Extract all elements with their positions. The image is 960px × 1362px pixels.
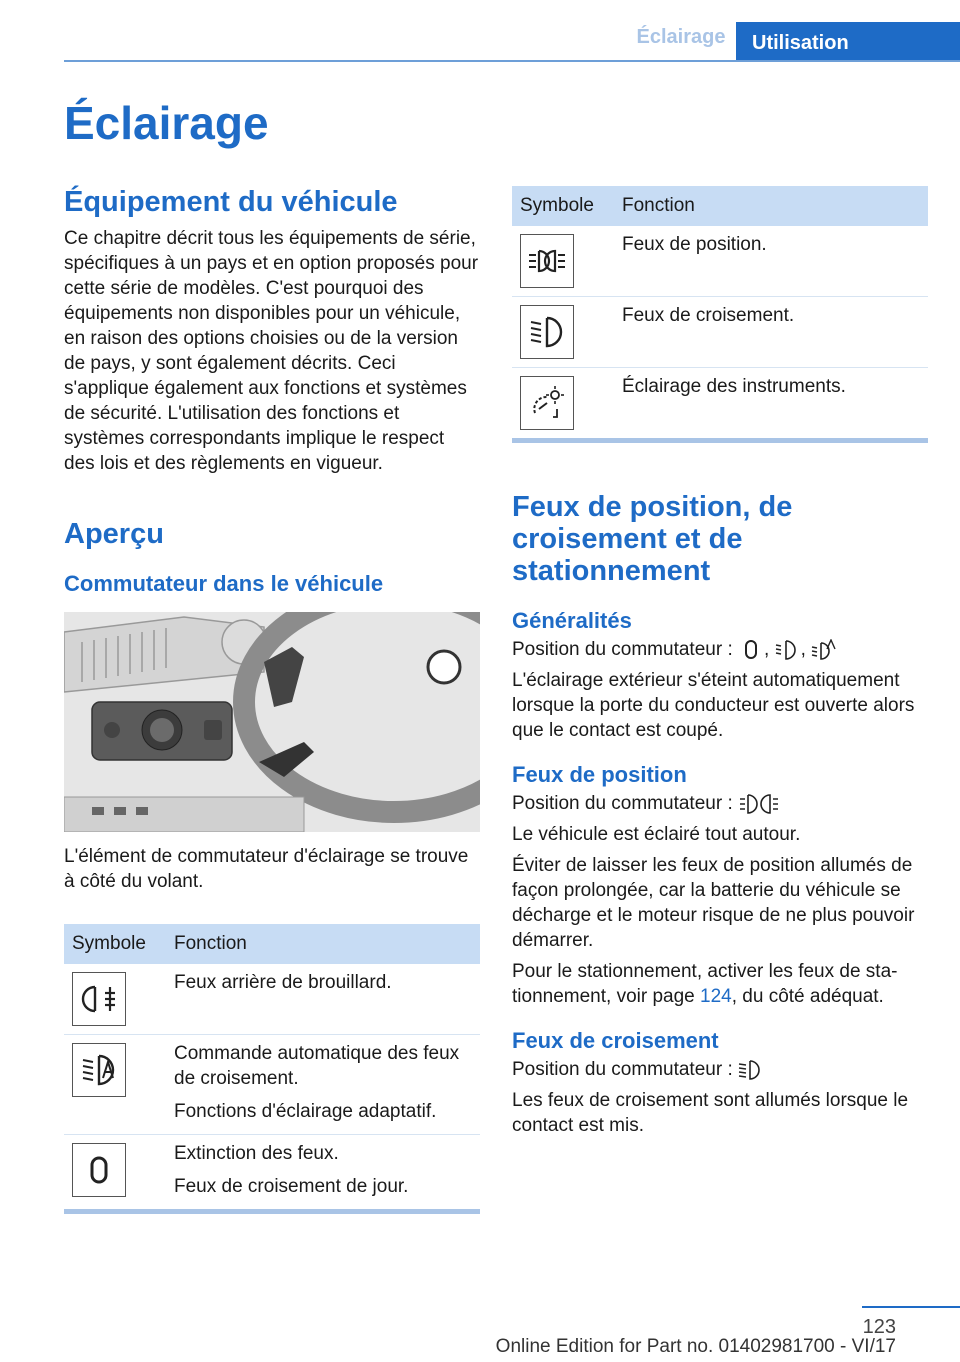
col-header-symbol: Symbole: [64, 924, 166, 964]
header-section-tab[interactable]: Éclairage: [636, 26, 726, 48]
table-header-row: [64, 924, 480, 964]
heading-apercu: Aperçu: [64, 518, 164, 550]
position-paragraph-3-text: Pour le stationnement, activer les feux de stationnement, voir page: [512, 961, 898, 1007]
table-row: [64, 964, 480, 1035]
switch-position-label: Position du commutateur :: [512, 639, 733, 660]
function-text: Commande automatique des feux de croisement.: [174, 1043, 460, 1089]
symbol-table-right: [512, 186, 928, 443]
symbol-table-left: [64, 924, 480, 1214]
page-link-124[interactable]: 124: [700, 986, 732, 1007]
edition-note: Online Edition for Part no. 01402981700 - VI/17: [495, 1336, 896, 1357]
footer-rule: [862, 1306, 960, 1308]
function-text: Feux de croisement de jour.: [174, 1176, 409, 1197]
auto-headlight-icon: [72, 1043, 126, 1097]
switch-position-label: Position du commutateur :: [512, 793, 733, 814]
col-header-function: Fonction: [166, 924, 480, 964]
parking-lights-icon: [775, 639, 801, 661]
rear-fog-icon: [72, 972, 126, 1026]
page-number: 123: [862, 1316, 896, 1338]
function-text: Feux de position.: [622, 234, 767, 255]
position-paragraph-1: Le véhicule est éclairé tout autour.: [512, 824, 801, 845]
col-header-symbol: Symbole: [512, 186, 614, 226]
dashboard-drawing: [64, 612, 480, 832]
switch-position-label: Position du commutateur :: [512, 1059, 733, 1080]
croisement-paragraph: Les feux de croisement sont allumés lorsque le contact est mis.: [512, 1090, 909, 1136]
right-column: [512, 186, 928, 1138]
table-row: [512, 297, 928, 368]
chapter-title: Éclairage: [64, 97, 269, 149]
col-header-function: Fonction: [614, 186, 928, 226]
parking-lights-icon: [520, 234, 574, 288]
position-paragraph-3: [512, 959, 928, 1009]
position-paragraph-3-tail: , du côté adéquat.: [731, 986, 884, 1007]
switch-position-line: [512, 1057, 928, 1082]
function-text: Éclairage des instruments.: [622, 376, 846, 397]
comma-separator: ,: [764, 639, 770, 660]
switch-illustration: [64, 612, 480, 832]
auto-headlight-icon: [811, 639, 837, 661]
heading-feux: Feux de position, de croisement et de stationnement: [512, 491, 793, 587]
header-chapter-tab[interactable]: Utilisation: [736, 22, 960, 62]
switch-position-line: [512, 637, 928, 662]
table-end-rule: [64, 1209, 480, 1214]
function-text: Feux de croisement.: [622, 305, 795, 326]
heading-generalites: Généralités: [512, 608, 632, 633]
comma-separator: ,: [800, 639, 806, 660]
low-beam-icon: [520, 305, 574, 359]
switch-position-line: [512, 791, 928, 816]
generalites-paragraph: L'éclairage extérieur s'éteint automatiquement lorsque la porte du conducteur est ouverte alors que le contact est coupé.: [512, 670, 915, 741]
table-end-rule: [512, 438, 928, 443]
parking-lights-icon: [738, 793, 780, 815]
lights-off-icon: [72, 1143, 126, 1197]
table-row: [64, 1035, 480, 1135]
heading-commutateur: Commutateur dans le véhicule: [64, 571, 384, 596]
instrument-lighting-icon: [520, 376, 574, 430]
table-row: [512, 226, 928, 297]
function-text: Fonctions d'éclairage adaptatif.: [174, 1101, 437, 1122]
table-row: [512, 368, 928, 439]
low-beam-icon: [738, 1059, 764, 1081]
switch-caption: L'élément de commutateur d'éclairage se trouve à côté du volant.: [64, 846, 469, 892]
position-paragraph-2: Éviter de laisser les feux de position allumés de façon prolongée, car la batterie du véhicule se décharge et le moteur risque de ne plus pouvoir démarrer.: [512, 855, 915, 951]
table-row: [64, 1135, 480, 1210]
function-text: Feux arrière de brouillard.: [174, 972, 392, 993]
lights-off-icon: [738, 639, 764, 661]
heading-equipement: Équipement du véhicule: [64, 186, 398, 218]
heading-feux-position: Feux de position: [512, 762, 687, 787]
left-column: [64, 180, 480, 1214]
intro-paragraph: Ce chapitre décrit tous les équipements de série, spécifiques à un pays et en option proposés pour cette série de modèles. C'est pourquoi des équipements non disponibles pour un véhicule, en raison des options choisies ou de la version de pays, y sont également décrits. Ceci s'applique également aux fonctions et systèmes de sécurité. L'utilisation des fonctions et systèmes correspondants implique le respect des lois et des règlements en vigueur.: [64, 228, 479, 474]
table-header-row: [512, 186, 928, 226]
function-text: Extinction des feux.: [174, 1143, 339, 1164]
header-rule: [64, 60, 960, 62]
heading-feux-croisement: Feux de croisement: [512, 1028, 719, 1053]
